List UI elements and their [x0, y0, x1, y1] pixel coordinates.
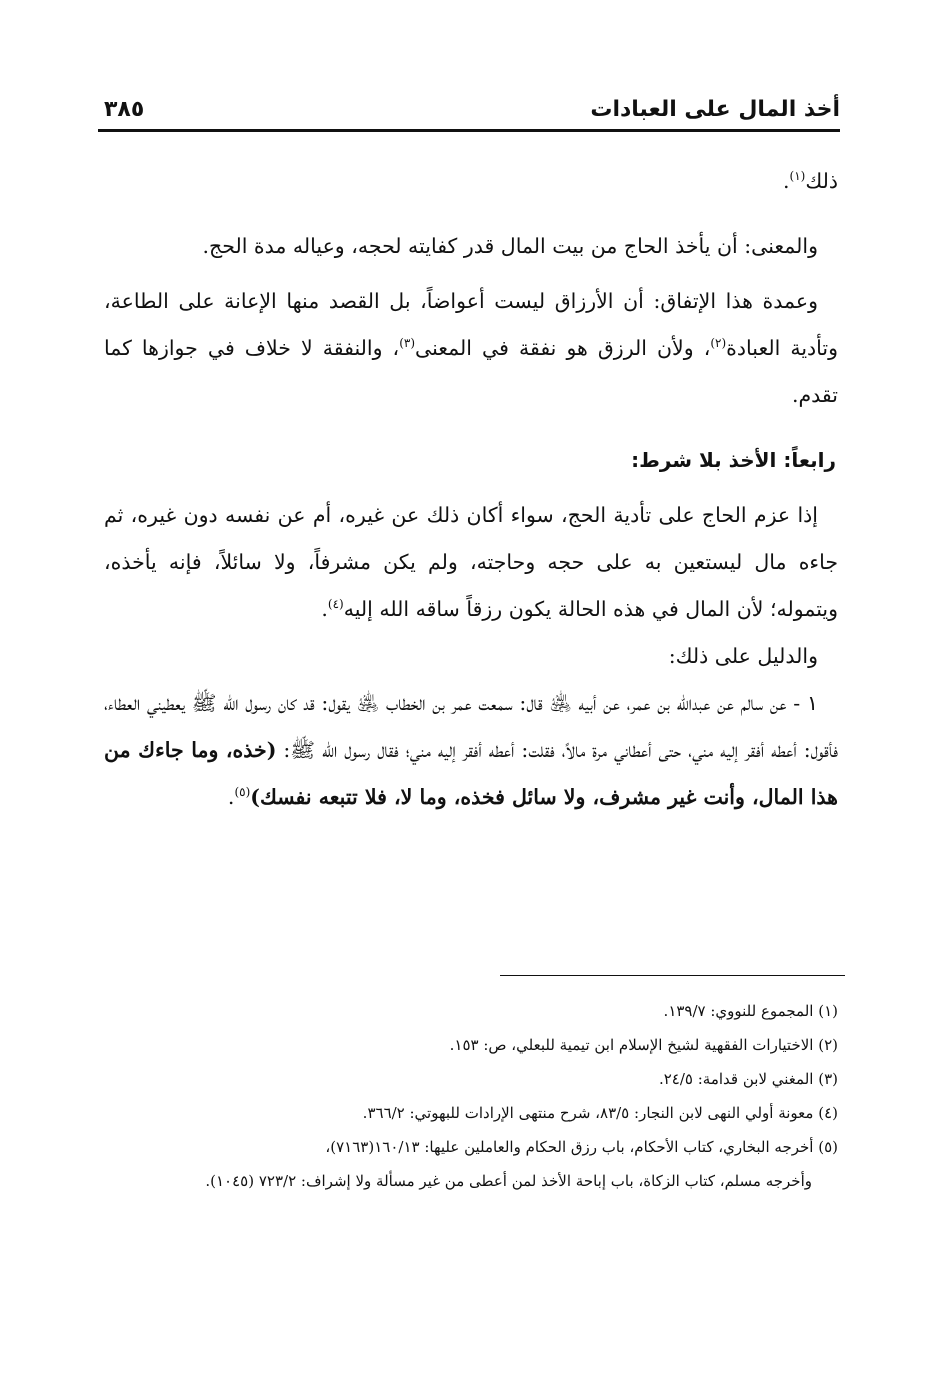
footnote-2: (٢) الاختيارات الفقهية لشيخ الإسلام ابن تيمية للبعلي، ص: ١٥٣. [449, 1036, 838, 1054]
footnote-3: (٣) المغني لابن قدامة: ٢٤/٥. [658, 1070, 838, 1088]
paragraph-3-part-a: وعمدة هذا الإتفاق: أن الأرزاق ليست أعواضاً، بل القصد منها الإعانة على الطاعة، وتأدية العبادة [104, 289, 838, 360]
footnote-separator [500, 975, 845, 976]
paragraph-1-end: . [782, 169, 790, 193]
footnote-1: (١) المجموع للنووي: ١٣٩/٧. [663, 1002, 838, 1020]
paragraph-3-part-b: ، ولأن الرزق هو نفقة في المعنى [415, 336, 711, 360]
paragraph-4-text: إذا عزم الحاج على تأدية الحج، سواء أكان ذلك عن غيره، أم عن نفسه دون غيره، ثم جاءه مال ليستعين به على حجه وحاجته، ولم يكن مشرفاً، ولا سائلاً، فإنه يأخذه، ويتموله؛ لأن المال في هذه الحالة يكون رزقاً ساقه الله إليه [104, 503, 838, 621]
footnote-5: (٥) أخرجه البخاري، كتاب الأحكام، باب رزق الحكام والعاملين عليها: ١٦٠/١٣(٧١٦٣)، [325, 1138, 838, 1156]
paragraph-3-part-c: ، والنفقة لا خلاف في جوازها كما تقدم. [104, 336, 838, 407]
main-text [104, 158, 838, 821]
footnote-ref-5: (٥) [234, 785, 251, 800]
paragraph-2: والمعنى: أن يأخذ الحاج من بيت المال قدر كفايته لحجه، وعياله مدة الحج. [202, 234, 818, 258]
running-title: أخذ المال على العبادات [590, 97, 840, 122]
section-heading: رابعاً: الأخذ بلا شرط: [631, 448, 836, 472]
page-number: ٣٨٥ [104, 97, 145, 122]
paragraph-1 [104, 158, 838, 205]
paragraph-1-text: ذلك [805, 169, 838, 193]
paragraph-3 [104, 278, 838, 419]
paragraph-6-text: ١ - عن سالم عن عبدالله بن عمر، عن أبيه ﵁ قال: سمعت عمر بن الخطاب ﵁ يقول: قد كان رسول الله ﷺ يعطيني العطاء، فأقول: أعطه أفقر إليه مني، حتى أعطاني مرة مالاً، فقلت: أعطه أفقر إليه مني؛ فقال رسول الله ﷺ: [104, 691, 838, 762]
footnote-ref-3: (٣) [399, 336, 416, 351]
footnotes [104, 994, 838, 1198]
footnote-5-continuation: وأخرجه مسلم، كتاب الزكاة، باب إباحة الأخذ لمن أعطى من غير مسألة ولا إشراف: ٧٢٣/٢ (١٠٤٥). [205, 1172, 812, 1190]
footnote-4: (٤) معونة أولي النهى لابن النجار: ٨٣/٥، شرح منتهى الإرادات للبهوتي: ٣٦٦/٢. [362, 1104, 838, 1122]
header-rule [98, 129, 840, 132]
paragraph-6-end: . [227, 785, 235, 809]
footnote-ref-4: (٤) [327, 597, 344, 612]
hadith-quote: (خذه، وما جاءك من هذا المال، وأنت غير مشرف، ولا سائل فخذه، وما لا، فلا تتبعه نفسك) [104, 738, 838, 809]
footnote-ref-2: (٢) [710, 336, 727, 351]
paragraph-5: والدليل على ذلك: [668, 644, 818, 668]
paragraph-4-end: . [321, 597, 328, 621]
page-header [98, 92, 840, 132]
footnote-ref-1: (١) [789, 169, 806, 184]
paragraph-4 [104, 492, 838, 633]
paragraph-6 [104, 680, 838, 821]
